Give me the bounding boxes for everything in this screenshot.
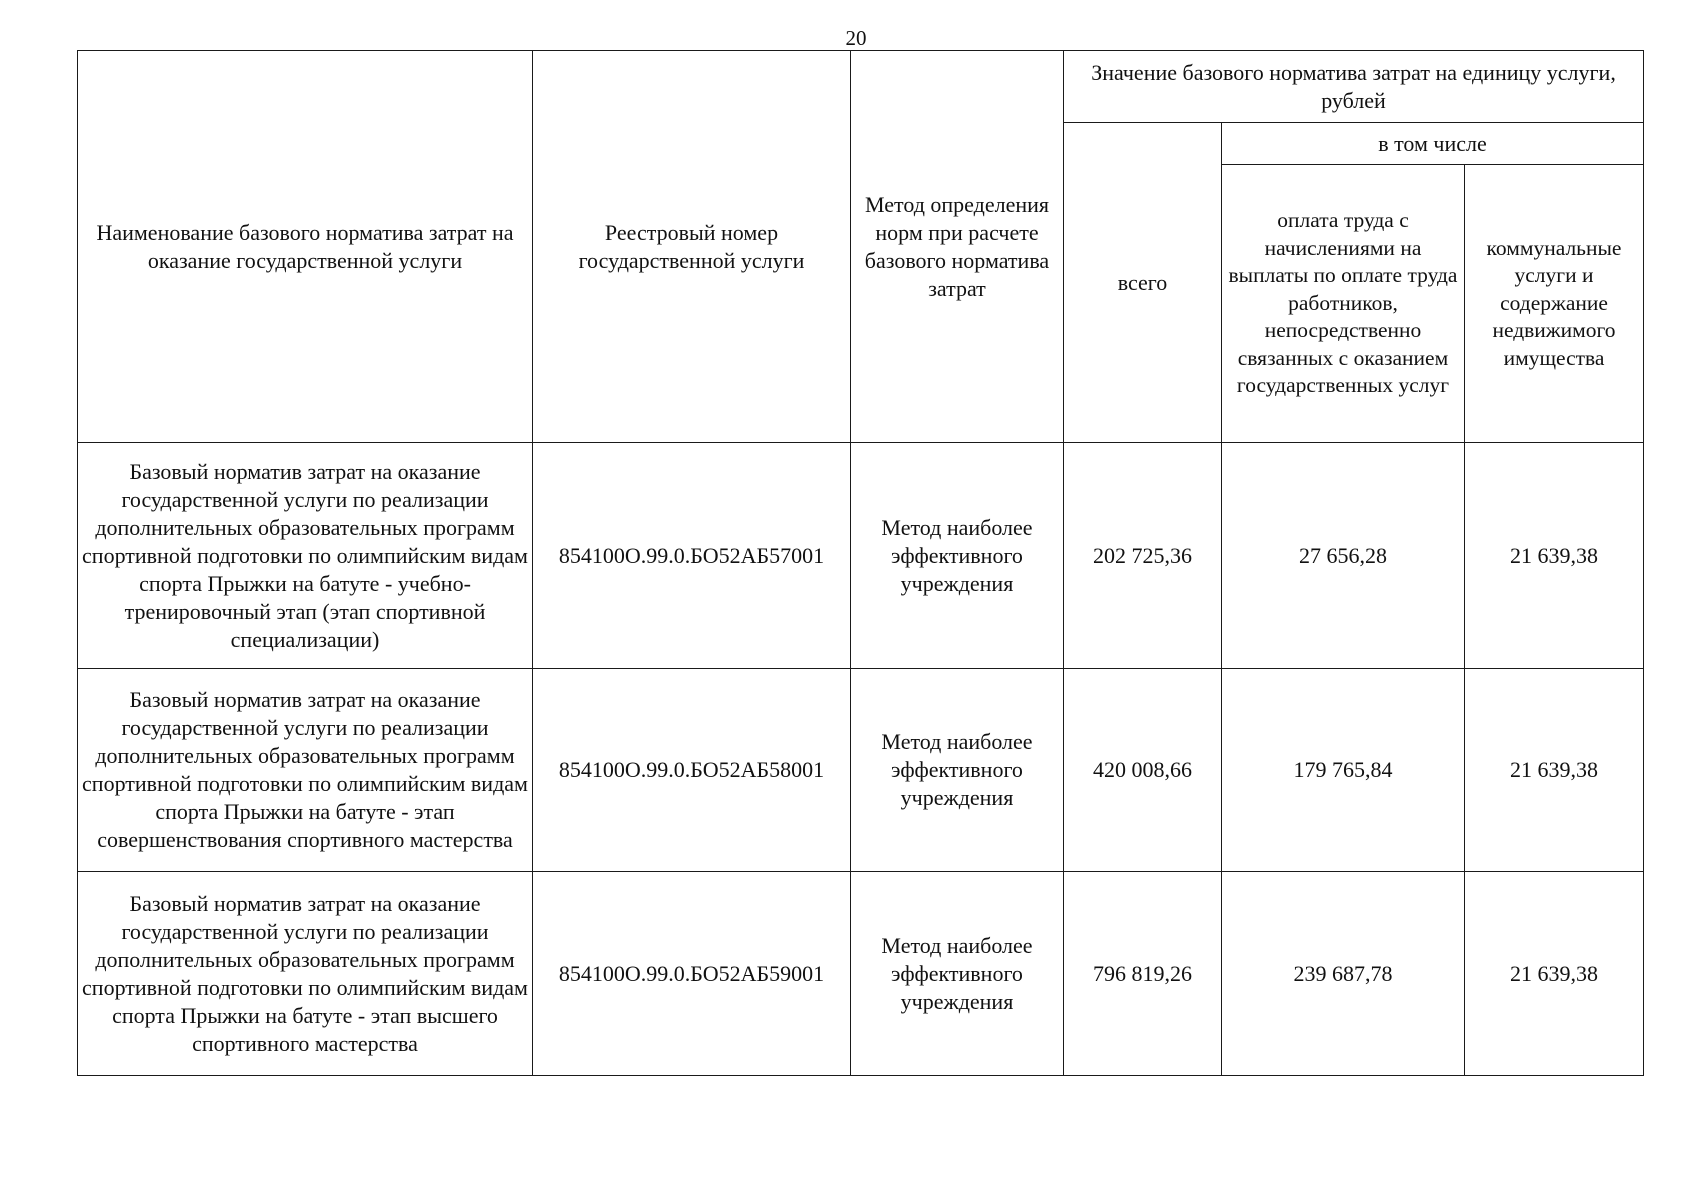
row-registry-number: 854100О.99.0.БО52АБ57001 [533,443,851,669]
row-labor: 27 656,28 [1222,443,1465,669]
header-total: всего [1064,123,1222,443]
table-row [78,443,1644,669]
header-method: Метод определения норм при расчете базового норматива затрат [851,51,1064,443]
row-method: Метод наиболее эффективного учреждения [851,669,1064,872]
row-name: Базовый норматив затрат на оказание государственной услуги по реализации дополнительных образовательных программ спортивной подготовки по олимпийским видам спорта Прыжки на батуте - этап совершенствования спортивного мастерства [78,669,533,872]
row-utilities: 21 639,38 [1465,669,1644,872]
row-registry-number: 854100О.99.0.БО52АБ59001 [533,872,851,1076]
row-labor: 239 687,78 [1222,872,1465,1076]
row-name: Базовый норматив затрат на оказание государственной услуги по реализации дополнительных образовательных программ спортивной подготовки по олимпийским видам спорта Прыжки на батуте - учебно-тренировочный этап (этап спортивной специализации) [78,443,533,669]
table-row [78,872,1644,1076]
row-labor: 179 765,84 [1222,669,1465,872]
row-method: Метод наиболее эффективного учреждения [851,872,1064,1076]
row-registry-number: 854100О.99.0.БО52АБ58001 [533,669,851,872]
header-row-1 [78,51,1644,123]
header-name: Наименование базового норматива затрат на оказание государственной услуги [78,51,533,443]
row-name: Базовый норматив затрат на оказание государственной услуги по реализации дополнительных образовательных программ спортивной подготовки по олимпийским видам спорта Прыжки на батуте - этап высшего спортивного мастерства [78,872,533,1076]
header-labor: оплата труда с начислениями на выплаты по оплате труда работников, непосредственно связанных с оказанием государственных услуг [1222,165,1465,443]
header-value-group: Значение базового норматива затрат на единицу услуги, рублей [1064,51,1644,123]
row-total: 796 819,26 [1064,872,1222,1076]
header-registry-number: Реестровый номер государственной услуги [533,51,851,443]
header-utilities: коммунальные услуги и содержание недвижимого имущества [1465,165,1644,443]
table-row [78,669,1644,872]
row-utilities: 21 639,38 [1465,872,1644,1076]
row-method: Метод наиболее эффективного учреждения [851,443,1064,669]
row-total: 420 008,66 [1064,669,1222,872]
row-utilities: 21 639,38 [1465,443,1644,669]
header-including: в том числе [1222,123,1644,165]
cost-norms-table [77,50,1644,1076]
page-number: 20 [845,26,867,50]
row-total: 202 725,36 [1064,443,1222,669]
